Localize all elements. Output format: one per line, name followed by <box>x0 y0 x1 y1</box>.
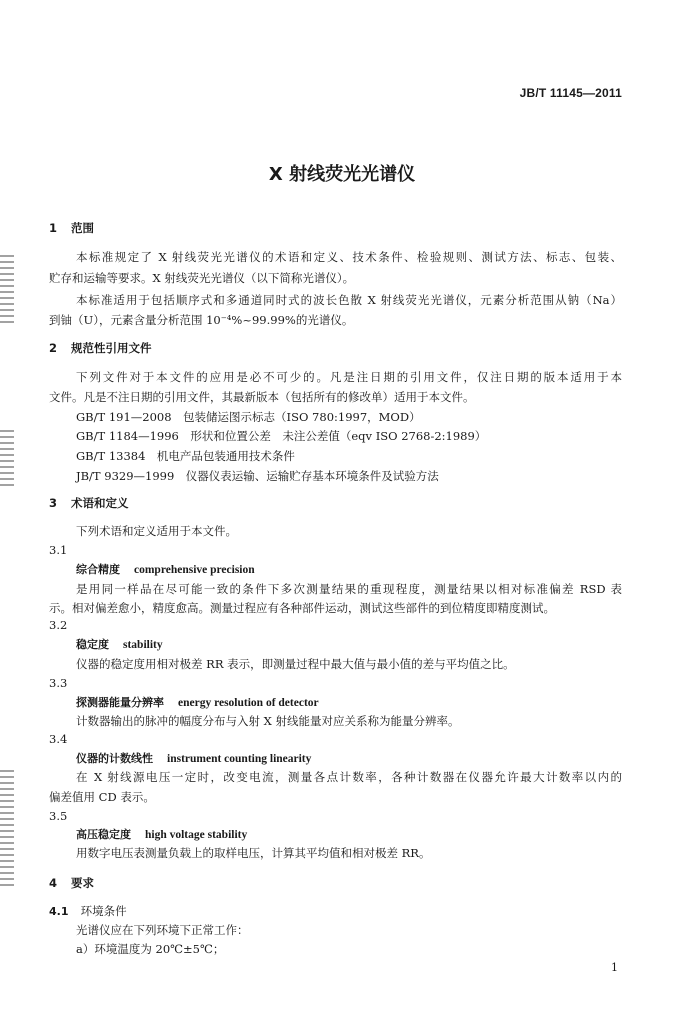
term-en: comprehensive precision <box>134 564 255 576</box>
paragraph-line: 用数字电压表测量负载上的取样电压，计算其平均值和相对极差 RR。 <box>76 846 431 860</box>
paragraph-line: 到铀（U），元素含量分析范围 10⁻⁴%~99.99%的光谱仪。 <box>49 313 354 327</box>
section-2-heading <box>49 340 152 356</box>
section-number: 3 <box>49 496 58 510</box>
section-title: 范围 <box>71 221 95 235</box>
paragraph-line: 贮存和运输等要求。X 射线荧光光谱仪（以下简称光谱仪）。 <box>49 271 355 285</box>
paragraph-line: 计数器输出的脉冲的幅度分布与入射 X 射线能量对应关系称为能量分辨率。 <box>76 714 460 728</box>
list-item: a）环境温度为 20℃±5℃； <box>76 942 225 956</box>
reference-item: GB/T 191—2008 包装储运图示标志（ISO 780:1997，MOD） <box>76 410 421 424</box>
scan-edge-artifact <box>0 255 14 325</box>
section-title: 规范性引用文件 <box>71 341 152 355</box>
paragraph-line: 下列文件对于本文件的应用是必不可少的。凡是注日期的引用文件，仅注日期的版本适用于本 <box>76 370 622 384</box>
paragraph-line: 在 X 射线源电压一定时，改变电流，测量各点计数率，各种计数器在仪器允许最大计数率以内的 <box>76 770 622 784</box>
section-number: 4 <box>49 876 58 890</box>
term-cn: 综合精度 <box>76 563 120 576</box>
standard-number: JB/T 11145—2011 <box>519 86 622 100</box>
term-cn: 稳定度 <box>76 638 109 651</box>
subsection-heading <box>49 903 127 920</box>
reference-item: GB/T 13384 机电产品包装通用技术条件 <box>76 449 295 463</box>
term-number: 3.3 <box>49 676 68 690</box>
term-cn: 探测器能量分辨率 <box>76 696 164 709</box>
section-title: 术语和定义 <box>71 496 129 510</box>
section-number: 1 <box>49 221 58 235</box>
paragraph-line: 文件。凡是不注日期的引用文件，其最新版本（包括所有的修改单）适用于本文件。 <box>49 390 475 404</box>
scan-edge-artifact <box>0 770 14 890</box>
term-number: 3.1 <box>49 543 68 557</box>
term-en: high voltage stability <box>145 829 248 841</box>
section-number: 2 <box>49 341 58 355</box>
section-4-heading <box>49 875 94 891</box>
paragraph-line: 仪器的稳定度用相对极差 RR 表示，即测量过程中最大值与最小值的差与平均值之比。 <box>76 657 515 671</box>
paragraph-line: 下列术语和定义适用于本文件。 <box>76 524 237 538</box>
section-1-heading <box>49 220 94 236</box>
paragraph-line: 是用同一样品在尽可能一致的条件下多次测量结果的重现程度，测量结果以相对标准偏差 RSD 表 <box>76 582 622 596</box>
subsection-title: 环境条件 <box>80 904 127 918</box>
paragraph-line: 偏差值用 CD 表示。 <box>49 790 155 804</box>
paragraph-line: 本标准适用于包括顺序式和多通道同时式的波长色散 X 射线荧光光谱仪，元素分析范围从钠（Na） <box>76 293 622 307</box>
term-heading <box>76 694 319 711</box>
subsection-number: 4.1 <box>49 905 69 918</box>
section-3-heading <box>49 495 129 511</box>
term-en: instrument counting linearity <box>167 753 312 765</box>
reference-item: GB/T 1184—1996 形状和位置公差 未注公差值（eqv ISO 2768-2:1989） <box>76 429 487 443</box>
term-heading <box>76 636 163 653</box>
term-cn: 高压稳定度 <box>76 828 131 841</box>
term-en: energy resolution of detector <box>178 697 319 709</box>
paragraph-line: 光谱仪应在下列环境下正常工作： <box>76 923 249 937</box>
term-en: stability <box>123 639 163 651</box>
term-heading <box>76 826 247 843</box>
term-heading <box>76 561 255 578</box>
paragraph-line: 本标准规定了 X 射线荧光光谱仪的术语和定义、技术条件、检验规则、测试方法、标志、包装、 <box>76 250 622 264</box>
term-cn: 仪器的计数线性 <box>76 752 153 765</box>
page-number: 1 <box>611 961 618 974</box>
term-number: 3.4 <box>49 732 68 746</box>
document-title: X 射线荧光光谱仪 <box>268 164 416 185</box>
term-heading <box>76 750 311 767</box>
term-number: 3.2 <box>49 618 68 632</box>
scan-edge-artifact <box>0 430 14 490</box>
reference-item: JB/T 9329—1999 仪器仪表运输、运输贮存基本环境条件及试验方法 <box>76 469 439 483</box>
section-title: 要求 <box>71 876 95 890</box>
paragraph-line: 示。相对偏差愈小，精度愈高。测量过程应有各种部件运动，测试这些部件的到位精度即精度测试。 <box>49 601 555 615</box>
term-number: 3.5 <box>49 809 68 823</box>
